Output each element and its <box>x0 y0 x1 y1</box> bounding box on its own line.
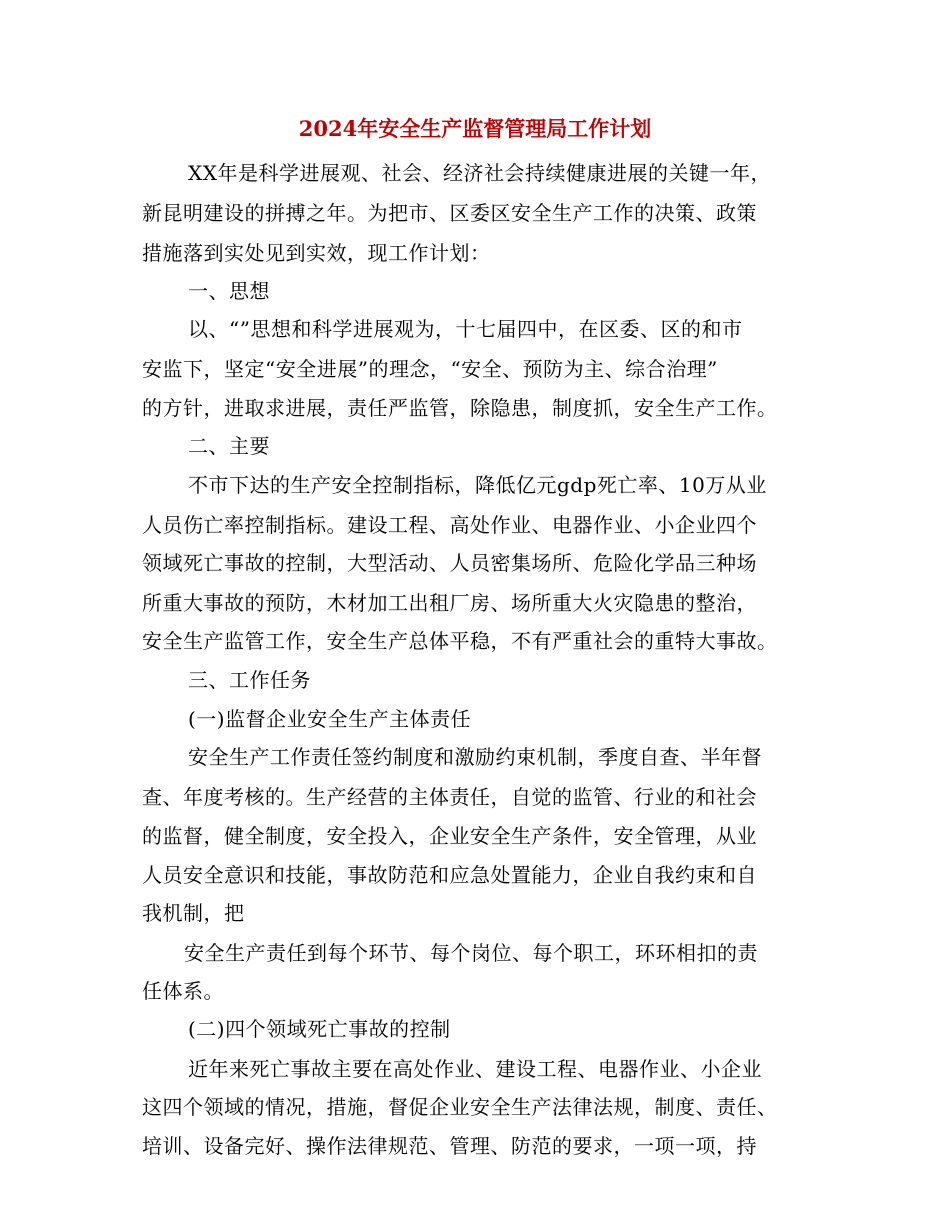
paragraph-line: 安全生产工作责任签约制度和激励约束机制，季度自查、半年督 <box>188 745 762 769</box>
paragraph-line: 一、思想 <box>188 279 270 303</box>
paragraph-line: 安全生产监管工作，安全生产总体平稳，不有严重社会的重特大事故。 <box>142 629 778 653</box>
paragraph-line: 安监下，坚定“安全进展”的理念，“安全、预防为主、综合治理” <box>142 357 718 381</box>
paragraph-line: 近年来死亡事故主要在高处作业、建设工程、电器作业、小企业 <box>188 1057 762 1081</box>
paragraph-line: 人员伤亡率控制指标。建设工程、高处作业、电器作业、小企业四个 <box>142 513 757 537</box>
paragraph-line: 三、工作任务 <box>188 668 311 692</box>
paragraph-line: 这四个领域的情况，措施，督促企业安全生产法律法规，制度、责任、 <box>142 1095 778 1119</box>
paragraph-line: 领域死亡事故的控制，大型活动、人员密集场所、危险化学品三种场 <box>142 551 757 575</box>
paragraph-line: 查、年度考核的。生产经营的主体责任，自觉的监管、行业的和社会 <box>142 785 757 809</box>
paragraph-line: 措施落到实处见到实效，现工作计划： <box>142 241 491 265</box>
paragraph-line: 不市下达的生产安全控制指标，降低亿元gdp死亡率、10万从业 <box>188 473 767 497</box>
paragraph-line: 安全生产责任到每个环节、每个岗位、每个职工，环环相扣的责 <box>184 941 758 965</box>
paragraph-line: 培训、设备完好、操作法律规范、管理、防范的要求，一项一项，持 <box>142 1134 757 1158</box>
paragraph-line: 以、“”思想和科学进展观为，十七届四中，在区委、区的和市 <box>188 317 743 341</box>
paragraph-line: XX年是科学进展观、社会、经济社会持续健康进展的关键一年， <box>188 161 771 185</box>
paragraph-line: 的方针，进取求进展，责任严监管，除隐患，制度抓，安全生产工作。 <box>142 396 778 420</box>
paragraph-line: (二)四个领域死亡事故的控制 <box>188 1017 451 1041</box>
paragraph-line: 人员安全意识和技能，事故防范和应急处置能力，企业自我约束和自 <box>142 863 757 887</box>
paragraph-line: 我机制，把 <box>142 901 245 925</box>
paragraph-line: (一)监督企业安全生产主体责任 <box>188 707 472 731</box>
paragraph-line: 任体系。 <box>142 979 224 1003</box>
paragraph-line: 新昆明建设的拼搏之年。为把市、区委区安全生产工作的决策、政策 <box>142 201 757 225</box>
paragraph-line: 的监督，健全制度，安全投入，企业安全生产条件，安全管理，从业 <box>142 824 757 848</box>
paragraph-line: 所重大事故的预防，木材加工出租厂房、场所重大火灾隐患的整治， <box>142 591 757 615</box>
paragraph-line: 二、主要 <box>188 434 270 458</box>
document-title: 2024年安全生产监督管理局工作计划 <box>298 116 652 141</box>
